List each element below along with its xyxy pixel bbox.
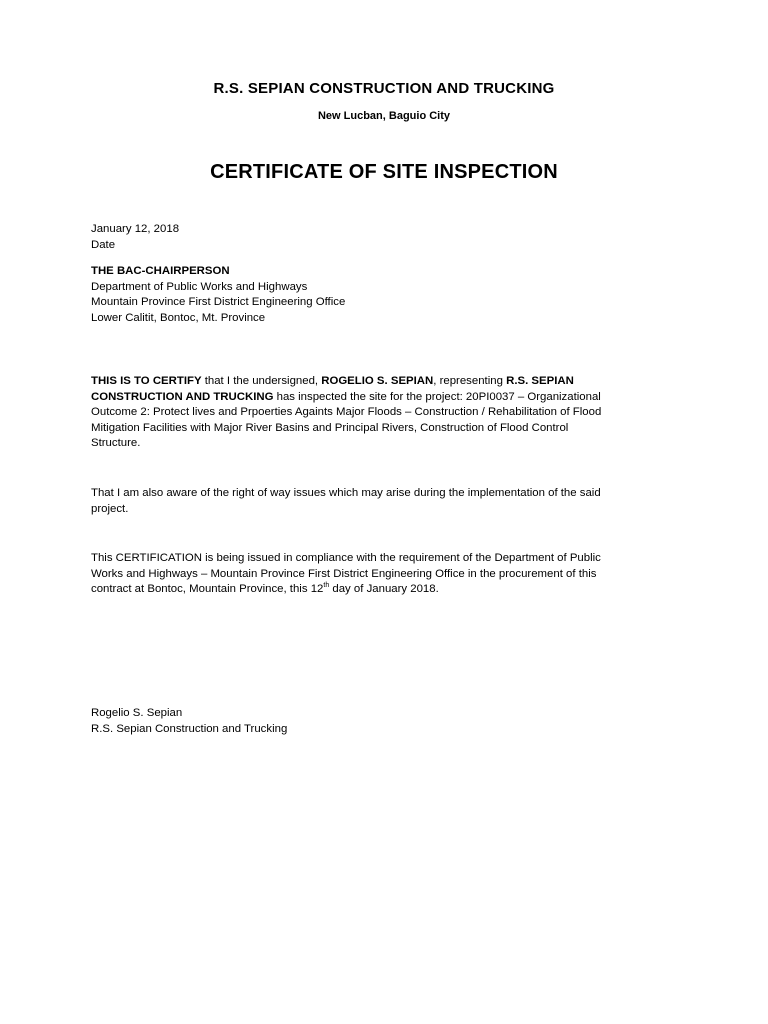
signatory-company: R.S. Sepian Construction and Trucking xyxy=(91,722,288,735)
company-name: R.S. SEPIAN CONSTRUCTION AND TRUCKING xyxy=(213,80,555,97)
text-segment: day of January 2018. xyxy=(329,583,439,596)
undersigned-name: ROGELIO S. SEPIAN xyxy=(321,375,434,387)
bold-phrase: THIS IS TO CERTIFY xyxy=(91,375,202,387)
paragraph-line xyxy=(91,374,671,390)
company-reference: CONSTRUCTION AND TRUCKING xyxy=(91,390,274,403)
text-segment: contract at Bontoc, Mountain Province, this 12 xyxy=(91,583,324,596)
addressee-line: Lower Calitit, Bontoc, Mt. Province xyxy=(91,311,266,324)
addressee-title: THE BAC-CHAIRPERSON xyxy=(91,265,230,277)
addressee-line: Department of Public Works and Highways xyxy=(91,280,308,293)
company-address: New Lucban, Baguio City xyxy=(317,110,450,122)
signatory-name: Rogelio S. Sepian xyxy=(91,707,183,719)
paragraph-line: Mitigation Facilities with Major River Basins and Principal Rivers, Construction of Flood Control xyxy=(91,421,569,434)
text-segment: has inspected the site for the project: 20PI0037 – Organizational xyxy=(273,390,601,403)
paragraph-line: Works and Highways – Mountain Province First District Engineering Office in the procurement of this xyxy=(91,567,597,580)
paragraph-line: project. xyxy=(91,502,129,515)
date-value: January 12, 2018 xyxy=(91,223,180,235)
text-segment: that I the undersigned, xyxy=(201,375,322,387)
paragraph-line xyxy=(91,390,671,406)
date-label: Date xyxy=(91,238,116,251)
compliance-paragraph xyxy=(91,551,671,598)
addressee-line: Mountain Province First District Engineering Office xyxy=(91,296,346,309)
paragraph-line: This CERTIFICATION is being issued in compliance with the requirement of the Department of Public xyxy=(91,552,601,564)
paragraph-line: Outcome 2: Protect lives and Prpoerties Againts Major Floods – Construction / Rehabilitation of Flood xyxy=(91,406,602,419)
certification-paragraph xyxy=(91,374,671,452)
paragraph-line xyxy=(91,582,671,598)
signature-block xyxy=(91,706,671,737)
paragraph-line: Structure. xyxy=(91,437,141,450)
addressee-block xyxy=(91,264,671,326)
text-segment: , representing xyxy=(433,375,507,387)
company-reference: R.S. SEPIAN xyxy=(506,375,574,387)
ordinal-suffix: th xyxy=(323,582,330,590)
awareness-paragraph xyxy=(91,486,671,517)
date-block xyxy=(91,222,671,253)
document-title: CERTIFICATE OF SITE INSPECTION xyxy=(210,161,558,183)
paragraph-line: That I am also aware of the right of way issues which may arise during the implementation of the said xyxy=(91,487,601,499)
